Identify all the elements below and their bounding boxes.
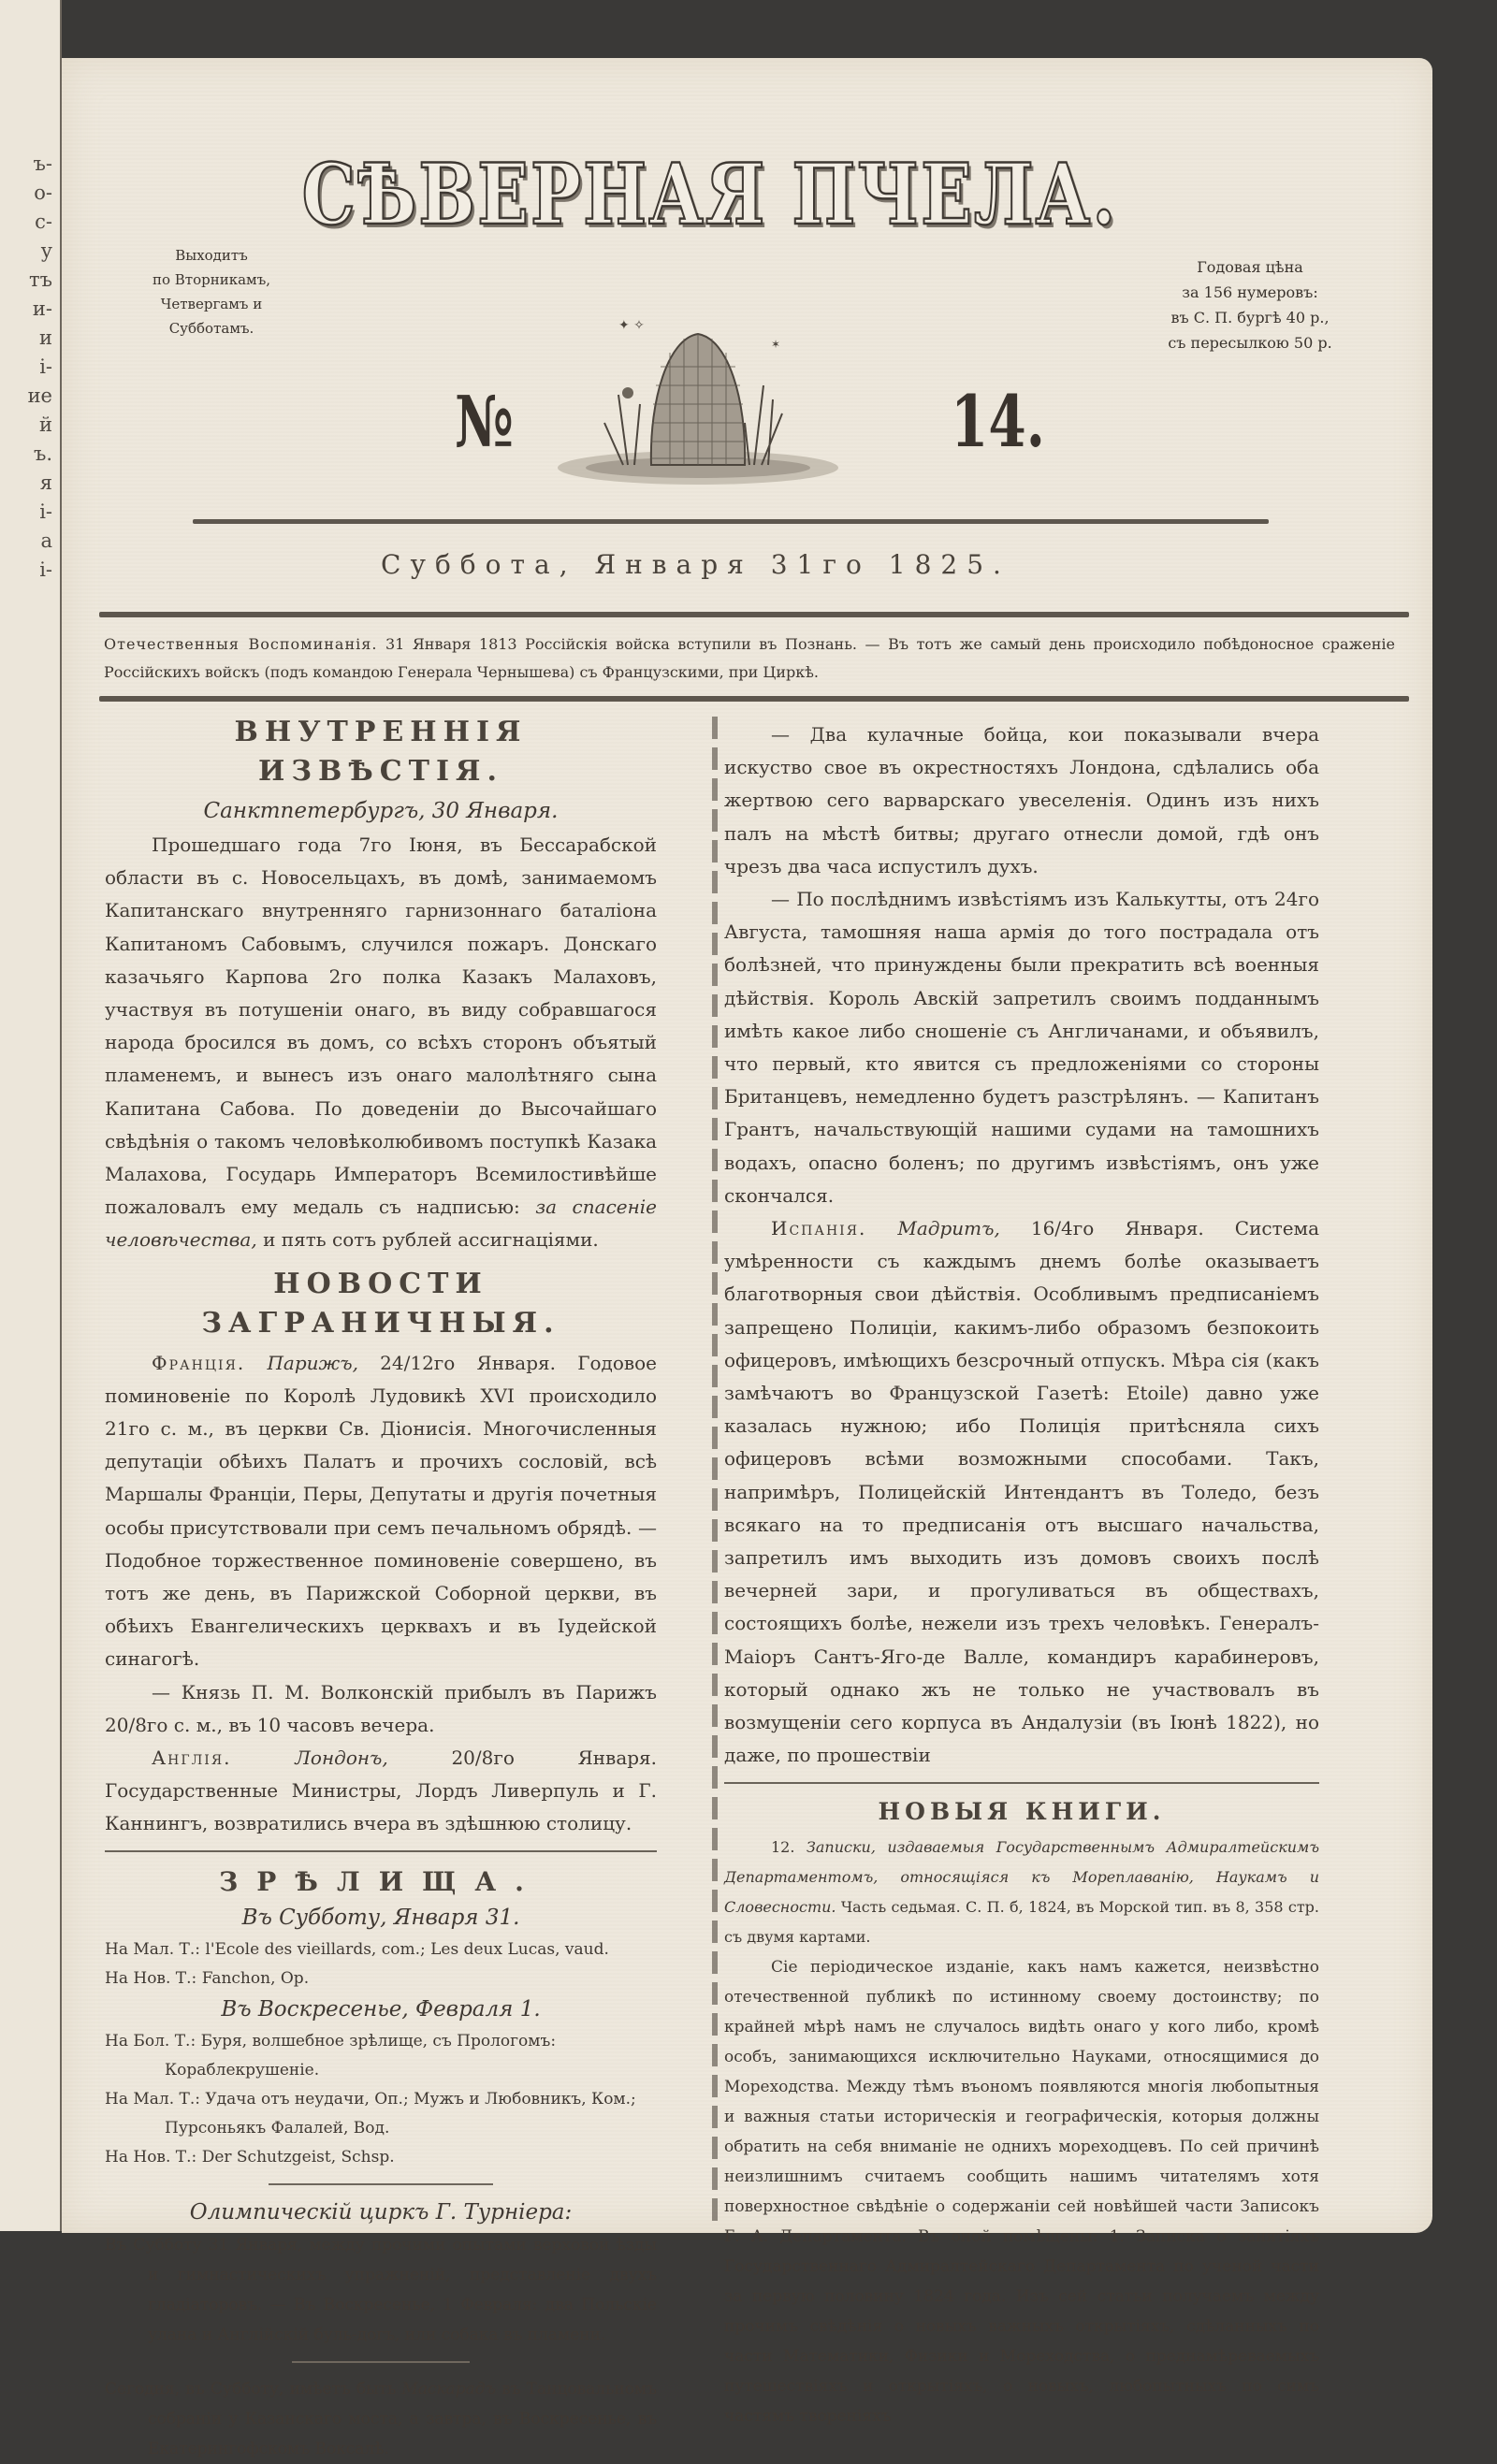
spain-article: Испанія. Мадритъ, 16/4го Января. Система умѣренности съ каждымъ днемъ болѣе оказываетъ благотворныя свои дѣйствія. Особливымъ предписаніемъ запрещено Полиціи, какимъ-либо образомъ безпокоить офицеровъ, имѣющихъ безсрочный отпускъ. Мѣра сія (какъ замѣчаютъ во Французской Газетѣ: Etoile) давно уже казалась нужною; ибо Полиція притѣсняла сихъ офицеровъ всѣми возможными способами. Такъ, напримѣръ, Полицейскій Интендантъ въ Толедо, безъ всякаго на то предписанія отъ высшаго начальства, запретилъ имъ выходить изъ домовъ своихъ послѣ вечерней зари, и прогуливаться въ обществахъ, состоящихъ болѣе, нежели изъ трехъ человѣкъ. Генералъ-Маіоръ Сантъ-Яго-де Валле, командиръ карабинеровъ, который однако жъ не только не участвовалъ въ возмущеніи сего корпуса въ Андалузіи (въ Іюнѣ 1822), но даже, по прошествіи — [724, 1217, 1320, 1767]
divider — [292, 2361, 470, 2363]
column-divider — [712, 713, 718, 2228]
divider — [269, 2183, 493, 2185]
previous-page-text-fragment: ъ. — [33, 442, 52, 465]
book-entry: 12. Записки, издаваемыя Государственнымъ Адмиралтейскимъ Департаментомъ, относящіяся къ Мореплаванію, Наукамъ и Словесности. Часть седьмая. С. П. б, 1824, въ Морской тип. въ 8, 358 стр. съ двумя картами. — [724, 1837, 1320, 1946]
theatre-listing: На Нов. Т.: Fanchon, Op. — [105, 1968, 310, 1988]
patriotic-memories — [104, 630, 1395, 687]
domestic-dateline: Санктпетербургъ, 30 Января. — [203, 799, 559, 823]
previous-page-edge — [0, 0, 62, 2231]
new-books-heading: НОВЫЯ КНИГИ. — [878, 1797, 1166, 1825]
new-books-section — [724, 1797, 1319, 2431]
boxers-article: — Два кулачные бойца, кои показывали вчера искуство свое въ окрестностяхъ Лондона, сдѣлались оба жертвою сего варварскаго увеселенія. Одинъ изъ нихъ палъ на мѣстѣ битвы; другаго отнесли домой, гдѣ онъ чрезъ два часа испустилъ духъ. — [724, 723, 1319, 877]
memories-text: 31 Января 1813 Россійскія войска вступили въ Познань. — Въ тотъ же самый день происходило побѣдоносное сраженіе Россійскихъ войскъ (подъ командою Генерала Чернышева) съ Французскими, при Циркѣ. — [104, 635, 1396, 681]
issue-number-label: № — [455, 380, 515, 464]
svg-text:✶: ✶ — [771, 338, 781, 351]
theatre-day-saturday: Въ Субботу, Января 31. — [241, 1905, 520, 1930]
domestic-news-heading: ВНУТРЕННІЯ ИЗВѢСТІЯ. — [234, 716, 528, 788]
calcutta-article: — По послѣднимъ извѣстіямъ изъ Калькутты, отъ 24го Августа, тамошняя наша армія до того пострадала отъ болѣзней, что принуждены были прекратить всѣ военныя дѣйствія. Король Авскій запретилъ своимъ подданнымъ имѣть какое либо сношеніе съ Англичанами, и объявилъ, что первый, кто явится съ предложеніями со стороны Британцевъ, немедленно будетъ разстрѣлянъ. — Капитанъ Грантъ, начальствующій нашими судами на тамошнихъ водахъ, опасно боленъ; по другимъ извѣстіямъ, онъ уже скончался. — [724, 888, 1319, 1207]
previous-page-text-fragment: и — [39, 326, 52, 349]
theatre-day-sunday: Въ Воскресенье, Февраля 1. — [221, 1996, 541, 2022]
newspaper-page — [62, 58, 1432, 2458]
section-divider — [724, 1782, 1319, 1784]
masquerade-notice: Сегодня, въ Субботу, имѣетъ быть Маскарадъ въ Танцовальномъ собраніи у Казанскаго моста, а завтра, въ Воскресенье, въ Екатерингофскомъ Воксалѣ. — [105, 2379, 657, 2458]
previous-page-text-fragment: и- — [32, 297, 52, 320]
previous-page-text-fragment: і- — [39, 355, 52, 378]
theatre-listing: На Мал. Т.: l'Ecole des vieillards, com.; Les deux Lucas, vaud. — [105, 1939, 609, 1959]
circus-heading: Олимпическій циркъ Г. Турніера: — [189, 2199, 573, 2225]
previous-page-text-fragment: тъ — [29, 268, 52, 291]
issue-date: Суббота, Января 31го 1825. — [381, 549, 1010, 580]
left-column — [105, 713, 657, 2464]
beehive-emblem-icon — [530, 311, 866, 488]
date-rule — [99, 612, 1409, 617]
previous-page-text-fragment: і- — [39, 558, 52, 581]
theatre-listing: На Нов. Т.: Der Schutzgeist, Schsp. — [105, 2147, 395, 2167]
issue-number: 14. — [951, 380, 1045, 464]
previous-page-text-fragment: ие — [27, 384, 52, 407]
masthead-rule — [193, 519, 1269, 524]
theatre-listing: На Мал. Т.: Удача отъ неудачи, Оп.; Мужъ и Любовникъ, Ком.; Пурсоньякъ Фалалей, Вод. — [105, 2089, 636, 2138]
france-article: Франція. Парижъ, 24/12го Января. Годовое поминовеніе по Королѣ Лудовикѣ XVI происходило 21го с. м., въ церкви Св. Діонисія. Многочисленныя депутаціи обѣихъ Палатъ и прочихъ сословій, всѣ Маршалы Франціи, Перы, Депутаты и другія почетныя особы присутствовали при семъ печальномъ обрядѣ. — Подобное торжественное поминовеніе совершено, въ тотъ же день, въ Парижской Соборной церкви, въ обѣихъ Евангелическихъ церквахъ и въ Іудейской синагогѣ. — [105, 1351, 657, 1671]
previous-page-text-fragment: і- — [39, 500, 52, 523]
previous-page-text-fragment: а — [40, 529, 52, 552]
book-review: Сіе періодическое изданіе, какъ намъ кажется, неизвѣстно отечественной публикѣ по истинному своему достоинству; по крайней мѣрѣ намъ не случалось видѣть онаго у кого либо, кромѣ особъ, занимающихся исключительно Науками, относящимися до Мореходства. Между тѣмъ въономъ появляются многія любопытныя и важныя статьи историческія и географическія, которыя должны обратить на себя вниманіе не однихъ мореходцевъ. По сей причинѣ неизлишнимъ считаемъ сообщить нашимъ читателямъ хотя поверхностное свѣдѣніе о содержаніи сей новѣйшей части Записокъ Г. А. Департамента. Въ оной помѣщены: 1. Записка о занятіяхъ Государственнаго Адмиралтейскаго Департамента по ученой части за первую половину 1824 года. Изъ сей статьи получаемъ между прочимъ свѣдѣнія о новыхъ важныхъ открытіяхъ, сдѣланныхъ по части Математики, Физики и Мореходства, о преднамѣреваемыхъ путешествіяхъ и открытіяхъ, о новыхъ, любопытныхъ по симъ частямъ твореніяхъ — [724, 1957, 1319, 2426]
foreign-news-heading: НОВОСТИ ЗАГРАНИЧНЫЯ. — [201, 1267, 560, 1340]
medal-inscription: за спасеніе человѣчества, — [105, 1196, 658, 1252]
previous-page-text-fragment: я — [39, 471, 52, 494]
previous-page-text-fragment: у — [40, 239, 52, 262]
theatre-heading: ЗРѢЛИЩА. — [219, 1865, 543, 1897]
section-divider — [105, 1850, 657, 1852]
memories-rule — [99, 696, 1409, 702]
memories-label: Отечественныя Воспоминанія. — [104, 635, 378, 653]
england-article: Англія. Лондонъ, 20/8го Января. Государственные Министры, Лордъ Ливерпуль и Г. Каннингъ, возвратились вчера въ здѣшнюю столицу. — [105, 1747, 658, 1835]
previous-page-text-fragment: о- — [34, 181, 52, 204]
publication-schedule: Выходитъ по Вторникамъ, Четвергамъ и Субботамъ. — [152, 247, 271, 337]
theatre-listing: На Бол. Т.: Буря, волшебное зрѣлище, съ Прологомъ: Кораблекрушеніе. — [105, 2031, 557, 2080]
previous-page-text-fragment: ъ- — [33, 152, 52, 175]
volkonsky-article: — Князь П. М. Волконскій прибылъ въ Парижъ 20/8го с. м., въ 10 часовъ вечера. — [105, 1680, 657, 1736]
previous-page-text-fragment: с- — [35, 210, 52, 233]
subscription-price: Годовая цѣна за 156 нумеровъ: въ С. П. бургѣ 40 р., съ пересылкою 50 р. — [1168, 258, 1332, 352]
newspaper-title: СѢВЕРНАЯ ПЧЕЛА. — [301, 144, 1118, 244]
circus-text: Въ Субботу 31 Января, между прочими опытами верховой ѣзды и гимнастическихъ упражненій, представленіе двухъ гладіаторовъ. — Въ Воскресенье, 1 Февраля: два Польскіе улана и Англійскій буль-догъ, или собака въ пламени. — [105, 2235, 657, 2344]
right-column — [724, 713, 1319, 2431]
svg-text:✦ ✧: ✦ ✧ — [618, 318, 645, 333]
domestic-article: Прошедшаго года 7го Іюня, въ Бессарабской области въ с. Новосельцахъ, въ домѣ, занимаемомъ Капитанскаго внутренняго гарнизоннаго баталіона Капитаномъ Сабовымъ, случился пожаръ. Донскаго казачьяго Карпова 2го полка Казакъ Малаховъ, участвуя въ потушеніи онаго, въ виду собравшагося народа бросился въ домъ, со всѣхъ сторонъ объятый пламенемъ, и вынесъ изъ онаго малолѣтняго сына Капитана Сабова. По доведеніи до Высочайшаго свѣдѣнія о такомъ человѣколюбивомъ поступкѣ Казака Малахова, Государь Императоръ Всемилостивѣйше пожаловалъ ему медаль съ надписью: за спасеніе человѣчества, и пять сотъ рублей ассигнаціями. — [105, 833, 658, 1252]
previous-page-text-fragment: й — [39, 413, 52, 436]
